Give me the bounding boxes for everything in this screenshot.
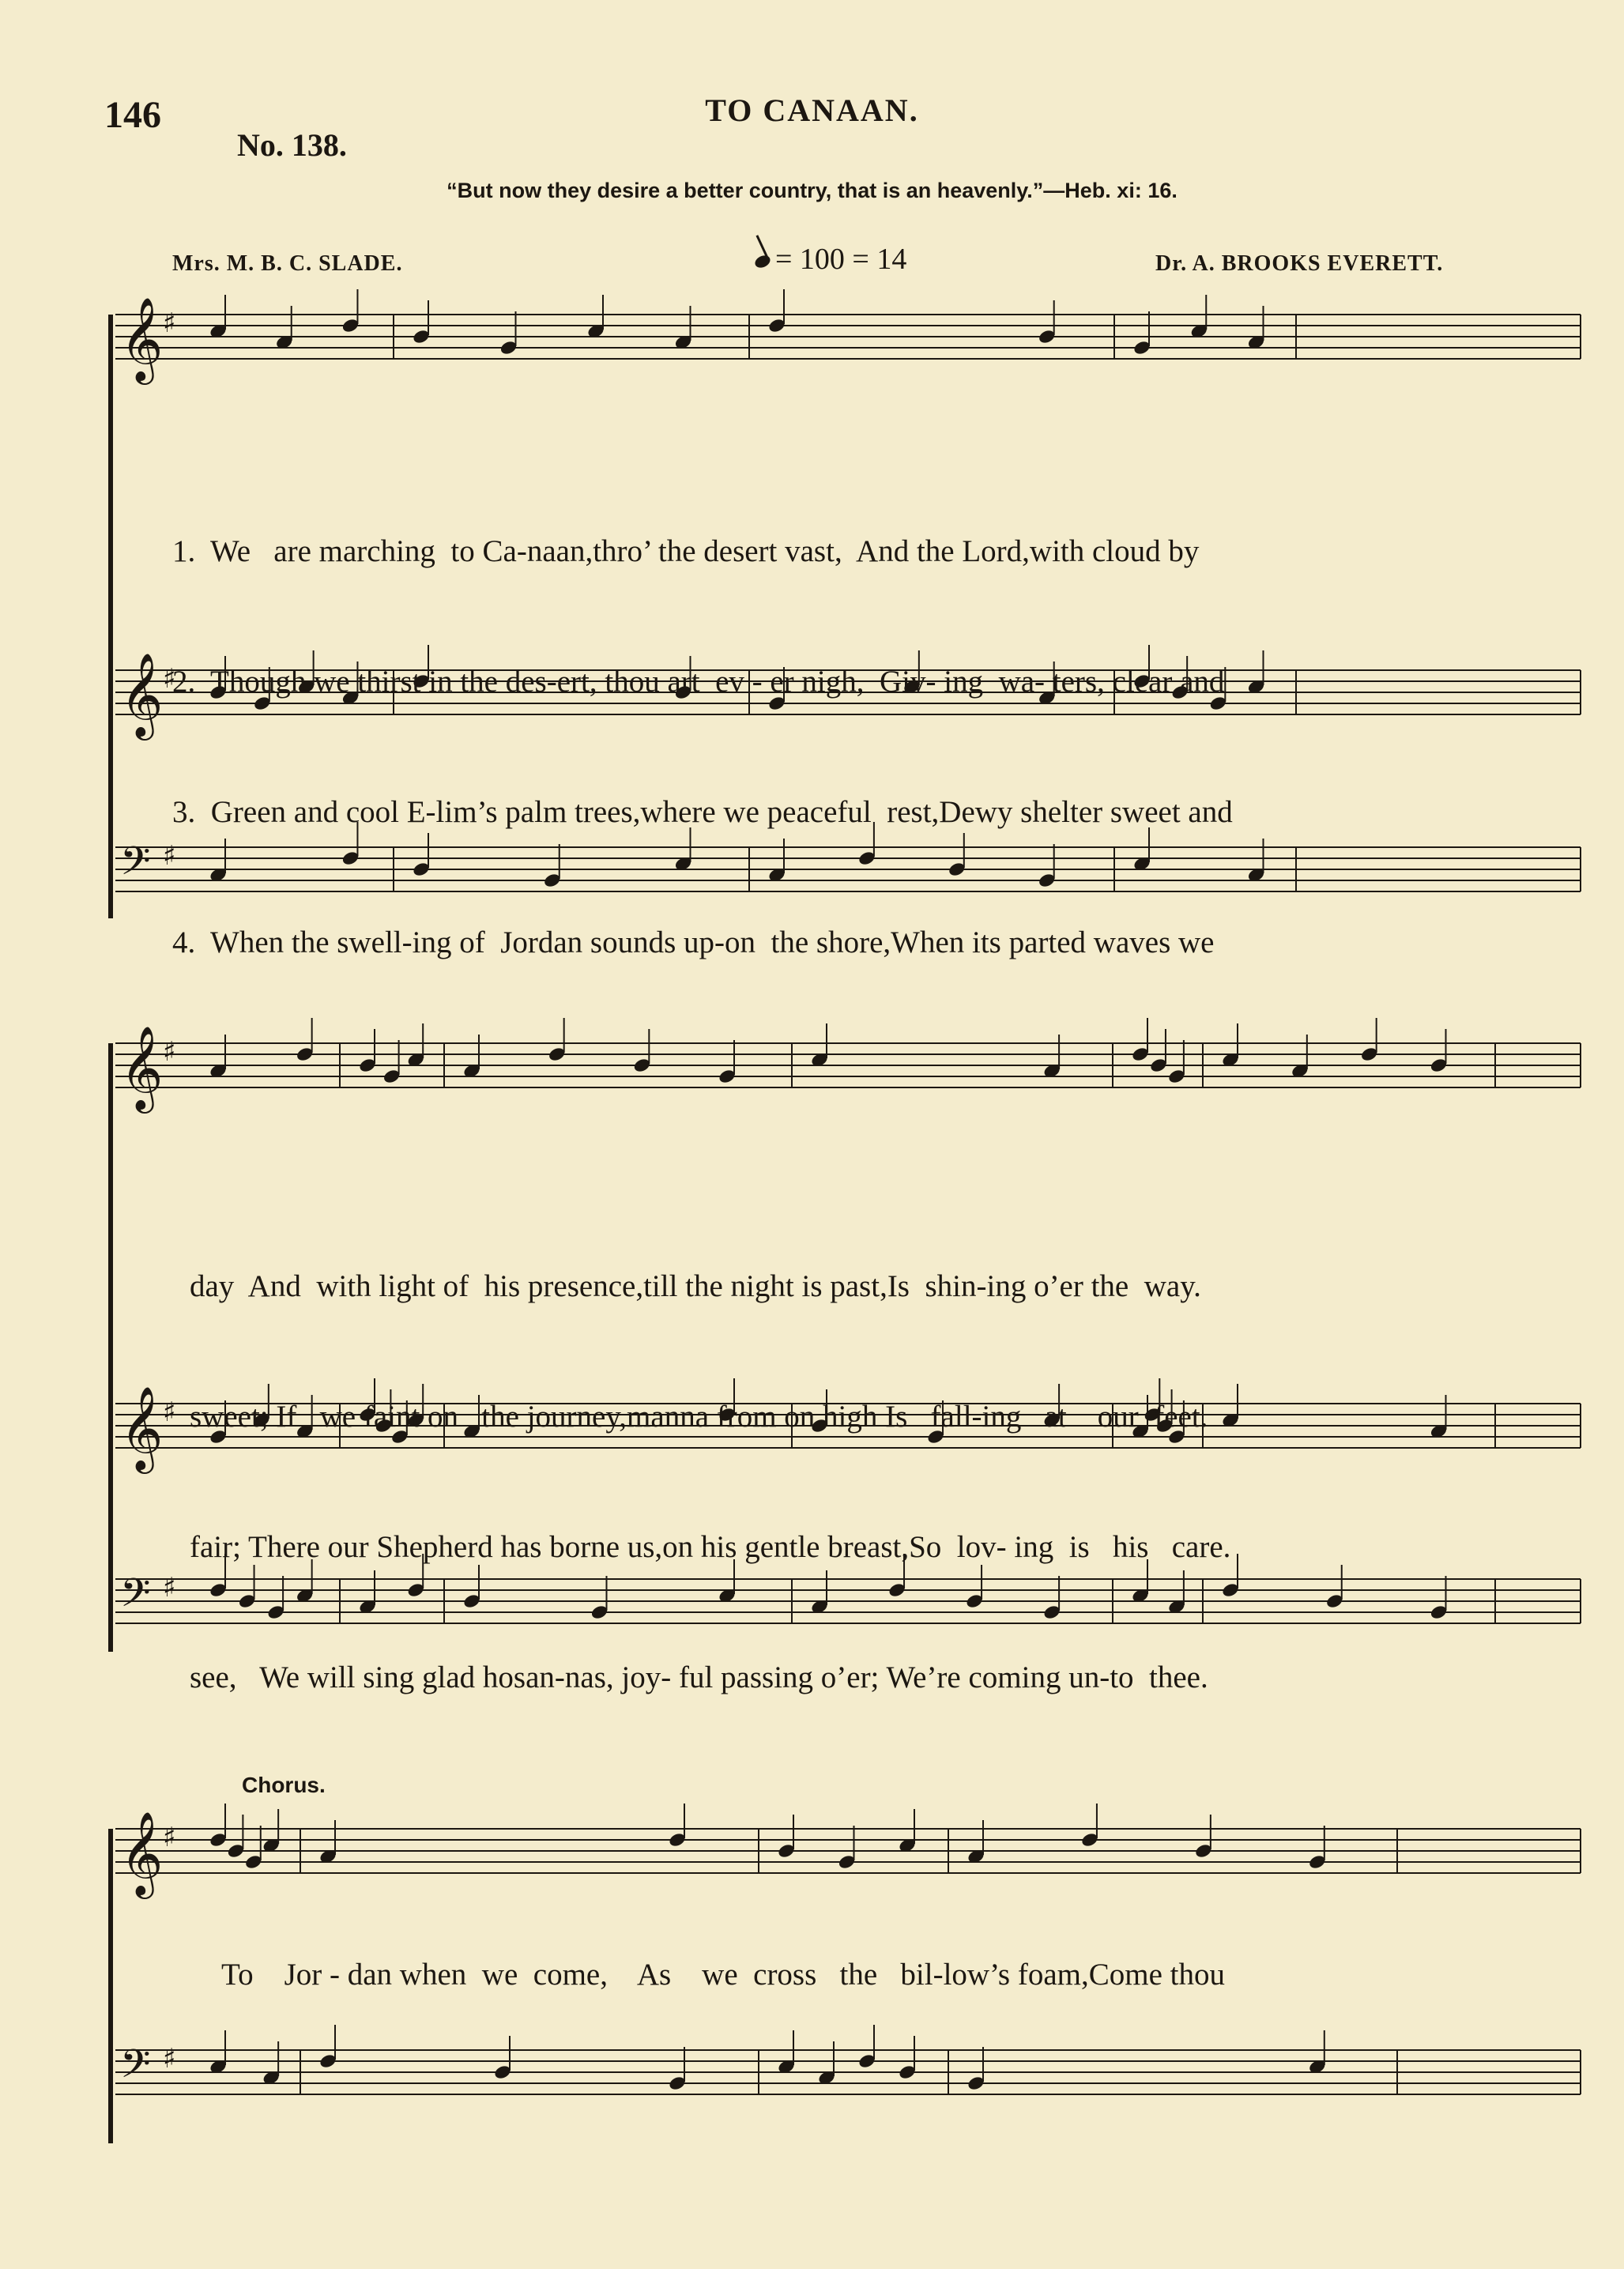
- lyricist: Mrs. M. B. C. SLADE.: [172, 251, 403, 276]
- page-title: TO CANAAN.: [705, 92, 919, 128]
- chorus-lyrics: To Jor - dan when we come, As we cross the bil-low’s foam,Come thou: [221, 1958, 1225, 1992]
- chorus-label: Chorus.: [242, 1773, 326, 1797]
- verse-line: sweet; If we faint on the journey,manna from on high Is fall-ing at our feet.: [190, 1400, 1208, 1434]
- hymn-number: No. 138.: [237, 127, 347, 163]
- verse-block-2: [190, 1178, 1230, 1743]
- sharp-icon: ♯: [163, 1572, 176, 1604]
- epigraph: “But now they desire a better country, that is an heavenly.”—Heb. xi: 16.: [447, 179, 1177, 202]
- bass-clef-icon: 𝄢: [120, 1570, 151, 1626]
- bass-clef-icon: 𝄢: [120, 839, 151, 894]
- page-number: 146: [104, 94, 161, 136]
- verse-block-1: [172, 443, 1233, 1008]
- verse-line: 1. We are marching to Ca-naan,thro’ the desert vast, And the Lord,with cloud by: [172, 534, 1200, 568]
- sharp-icon: ♯: [163, 663, 176, 695]
- verse-line: 2. Though we thirst in the des-ert, thou art ev - er nigh, Giv- ing wa- ters, clear and: [172, 665, 1225, 699]
- treble-clef-icon: 𝄞: [120, 296, 164, 381]
- treble-clef-icon: 𝄞: [120, 1811, 164, 1895]
- verse-line: see, We will sing glad hosan-nas, joy- ful passing o’er; We’re coming un-to thee.: [190, 1660, 1208, 1694]
- bass-clef-icon: 𝄢: [120, 2041, 151, 2097]
- composer: Dr. A. BROOKS EVERETT.: [1155, 251, 1444, 276]
- sharp-icon: ♯: [163, 1822, 176, 1853]
- treble-clef-icon: 𝄞: [120, 652, 164, 737]
- sharp-icon: ♯: [163, 1396, 176, 1428]
- sharp-icon: ♯: [163, 1036, 176, 1068]
- verse-line: 4. When the swell-ing of Jordan sounds up-on the shore,When its parted waves we: [172, 925, 1215, 959]
- verse-line: day And with light of his presence,till the night is past,Is shin-ing o’er the way.: [190, 1269, 1201, 1303]
- treble-clef-icon: 𝄞: [120, 1025, 164, 1110]
- verse-line: 3. Green and cool E-lim’s palm trees,where we peaceful rest,Dewy shelter sweet and: [172, 795, 1233, 829]
- sharp-icon: ♯: [163, 840, 176, 872]
- verse-line: fair; There our Shepherd has borne us,on his gentle breast,So lov- ing is his care.: [190, 1530, 1231, 1564]
- tempo-value: = 100 = 14: [775, 243, 907, 276]
- sharp-icon: ♯: [163, 2043, 176, 2075]
- sharp-icon: ♯: [163, 307, 176, 339]
- treble-clef-icon: 𝄞: [120, 1385, 164, 1470]
